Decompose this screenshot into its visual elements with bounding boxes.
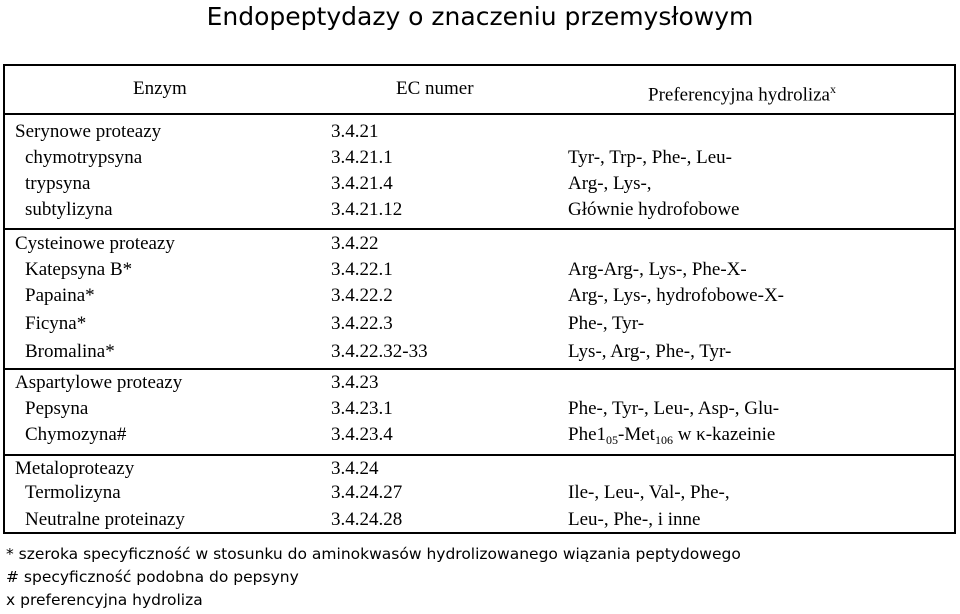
enzyme-ec: 3.4.22.1: [331, 259, 393, 280]
enzyme-name: Chymozyna#: [25, 424, 127, 445]
enzyme-pref: Phe-, Tyr-: [568, 313, 645, 334]
group-name: Aspartylowe proteazy: [15, 372, 183, 393]
header-preferencyjna-label: Preferencyjna hydroliza: [648, 84, 830, 106]
group-cysteinowe: [5, 228, 954, 370]
enzyme-name: chymotrypsyna: [25, 147, 143, 168]
enzyme-pref: Lys-, Arg-, Phe-, Tyr-: [568, 341, 732, 362]
enzyme-pref: Arg-, Lys-, hydrofobowe-X-: [568, 285, 784, 306]
pref-part-b: -Met: [618, 424, 655, 445]
enzyme-ec: 3.4.21.1: [331, 147, 393, 168]
group-name: Serynowe proteazy: [15, 121, 162, 142]
enzyme-ec: 3.4.24.28: [331, 509, 403, 530]
enzyme-name: trypsyna: [25, 173, 91, 194]
enzyme-pref: Leu-, Phe-, i inne: [568, 509, 701, 530]
group-ec: 3.4.21: [331, 121, 379, 142]
footnote: # specyficzność podobna do pepsyny: [6, 568, 299, 586]
header-pref-mark: x: [830, 82, 836, 96]
enzyme-ec: 3.4.21.4: [331, 173, 393, 194]
header-enzym: Enzym: [133, 78, 187, 99]
group-name: Metaloproteazy: [15, 458, 135, 479]
enzyme-ec: 3.4.23.4: [331, 424, 393, 445]
group-ec: 3.4.24: [331, 458, 379, 479]
enzyme-ec: 3.4.23.1: [331, 398, 393, 419]
enzyme-pref: Phe-, Tyr-, Leu-, Asp-, Glu-: [568, 398, 780, 419]
header-preferencyjna: [648, 76, 836, 106]
enzyme-name: Ficyna*: [25, 313, 87, 334]
group-ec: 3.4.23: [331, 372, 379, 393]
enzyme-name: subtylizyna: [25, 199, 113, 220]
enzyme-name: Katepsyna B*: [25, 259, 133, 280]
header-ec: EC numer: [396, 78, 474, 99]
enzyme-pref: Arg-, Lys-,: [568, 173, 652, 194]
enzyme-name: Termolizyna: [25, 482, 121, 503]
page-title: Endopeptydazy o znaczeniu przemysłowym: [206, 2, 754, 31]
enzyme-name: Neutralne proteinazy: [25, 509, 185, 530]
enzyme-ec: 3.4.22.32-33: [331, 341, 428, 362]
pref-part-c: w κ-kazeinie: [672, 424, 776, 445]
footnote: x preferencyjna hydroliza: [6, 591, 203, 609]
footnote: * szeroka specyficzność w stosunku do aminokwasów hydrolizowanego wiązania peptydowego: [6, 545, 741, 563]
enzyme-name: Pepsyna: [25, 398, 89, 419]
enzyme-pref: Tyr-, Trp-, Phe-, Leu-: [568, 147, 732, 168]
group-serynowe: [5, 113, 954, 230]
footnotes: [6, 543, 741, 612]
group-name: Cysteinowe proteazy: [15, 233, 175, 254]
group-ec: 3.4.22: [331, 233, 379, 254]
enzyme-pref: Głównie hydrofobowe: [568, 199, 740, 220]
pref-sub-a: 05: [606, 433, 618, 447]
pref-part-a: Phe1: [568, 424, 606, 445]
enzyme-ec: 3.4.22.2: [331, 285, 393, 306]
enzyme-ec: 3.4.24.27: [331, 482, 403, 503]
enzyme-pref: Ile-, Leu-, Val-, Phe-,: [568, 482, 730, 503]
enzyme-ec: 3.4.21.12: [331, 199, 403, 220]
group-metaloproteazy: [5, 454, 954, 534]
enzyme-pref: [568, 421, 775, 448]
pref-sub-b: 106: [654, 433, 673, 447]
enzyme-pref: Arg-Arg-, Lys-, Phe-X-: [568, 259, 747, 280]
enzyme-name: Bromalina*: [25, 341, 115, 362]
enzyme-name: Papaina*: [25, 285, 95, 306]
enzyme-ec: 3.4.22.3: [331, 313, 393, 334]
group-aspartylowe: [5, 368, 954, 456]
enzyme-table: [3, 64, 956, 534]
